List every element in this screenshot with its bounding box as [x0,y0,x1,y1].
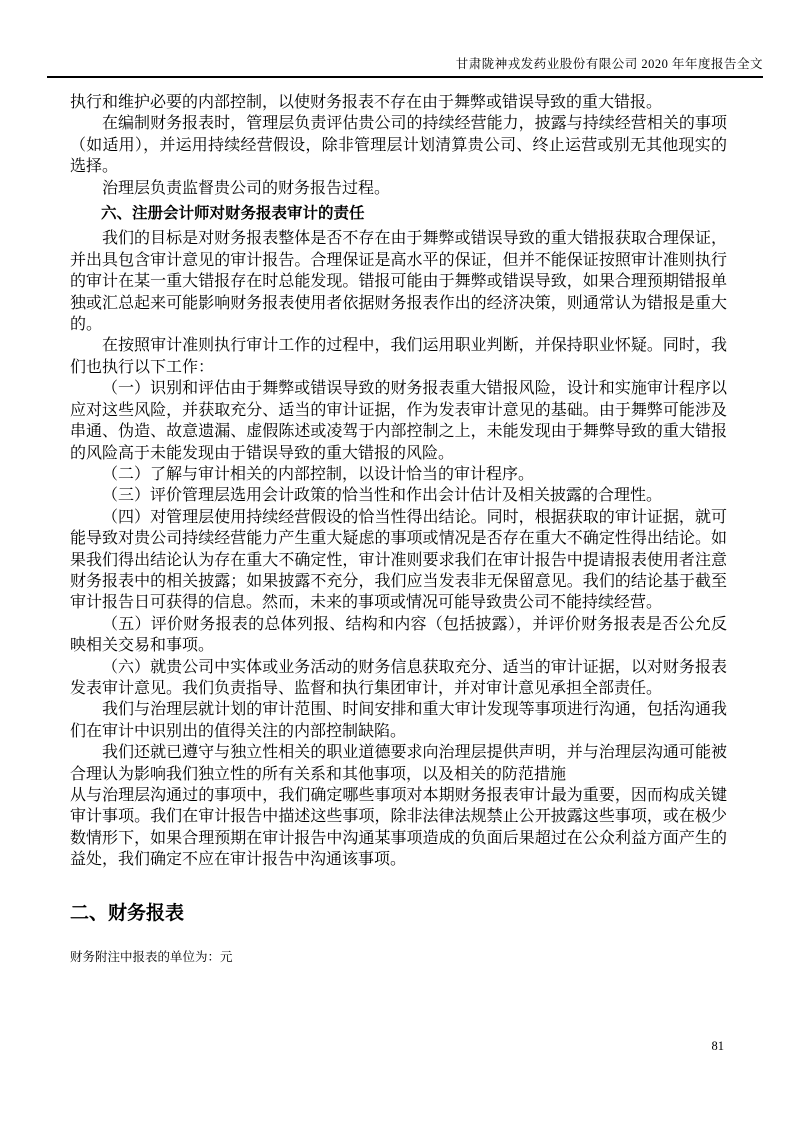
page-number: 81 [711,1039,724,1053]
paragraph: 我们的目标是对财务报表整体是否不存在由于舞弊或错误导致的重大错报获取合理保证，并出具包含审计意见的审计报告。合理保证是高水平的保证，但并不能保证按照审计准则执行的审计在某一重大错报存在时总能发现。错报可能由于舞弊或错误导致，如果合理预期错报单独或汇总起来可能影响财务报表使用者依据财务报表作出的经济决策，则通常认为错报是重大的。 [70,230,727,334]
page-header [47,54,763,78]
paragraph-item-1: （一）识别和评估由于舞弊或错误导致的财务报表重大错报风险，设计和实施审计程序以应对这些风险，并获取充分、适当的审计证据，作为发表审计意见的基础。由于舞弊可能涉及串通、伪造、故意遗漏、虚假陈述或凌驾于内部控制之上，未能发现由于舞弊导致的重大错报的风险高于未能发现由于错误导致的重大错报的风险。 [70,380,727,462]
paragraph: 治理层负责监督贵公司的财务报告过程。 [102,179,391,197]
paragraph-item-6: （六）就贵公司中实体或业务活动的财务信息获取充分、适当的审计证据，以对财务报表发表审计意见。我们负责指导、监督和执行集团审计，并对审计意见承担全部责任。 [70,658,727,697]
paragraph-item-4: （四）对管理层使用持续经营假设的恰当性得出结论。同时，根据获取的审计证据，就可能导致对贵公司持续经营能力产生重大疑虑的事项或情况是否存在重大不确定性得出结论。如果我们得出结论认为存在重大不确定性，审计准则要求我们在审计报告中提请报表使用者注意财务报表中的相关披露；如果披露不充分，我们应当发表非无保留意见。我们的结论基于截至审计报告日可获得的信息。然而，未来的事项或情况可能导致贵公司不能持续经营。 [70,508,727,612]
section-heading-auditor-responsibility: 六、注册会计师对财务报表审计的责任 [101,205,365,223]
paragraph: 我们与治理层就计划的审计范围、时间安排和重大审计发现等事项进行沟通，包括沟通我们在审计中识别出的值得关注的内部控制缺陷。 [70,701,727,740]
paragraph-item-2: （二）了解与审计相关的内部控制，以设计恰当的审计程序。 [102,465,535,483]
paragraph: 在编制财务报表时，管理层负责评估贵公司的持续经营能力，披露与持续经营相关的事项（如适用），并运用持续经营假设，除非管理层计划清算贵公司、终止运营或别无其他现实的选择。 [70,115,727,176]
unit-note: 财务附注中报表的单位为：元 [70,949,233,964]
report-header-title: 甘肃陇神戎发药业股份有限公司 2020 年年度报告全文 [455,57,763,71]
paragraph-item-5: （五）评价财务报表的总体列报、结构和内容（包括披露），并评价财务报表是否公允反映相关交易和事项。 [70,615,727,655]
chapter-heading-financial-statements: 二、财务报表 [70,902,185,924]
paragraph-item-3: （三）评价管理层选用会计政策的恰当性和作出会计估计及相关披露的合理性。 [102,487,663,505]
paragraph: 我们还就已遵守与独立性相关的职业道德要求向治理层提供声明，并与治理层沟通可能被合理认为影响我们独立性的所有关系和其他事项，以及相关的防范措施 [70,744,727,783]
paragraph-continuation: 执行和维护必要的内部控制，以使财务报表不存在由于舞弊或错误导致的重大错报。 [70,94,663,111]
paragraph: 从与治理层沟通过的事项中，我们确定哪些事项对本期财务报表审计最为重要，因而构成关键审计事项。我们在审计报告中描述这些事项，除非法律法规禁止公开披露这些事项，或在极少数情形下，如果合理预期在审计报告中沟通某事项造成的负面后果超过在公众利益方面产生的益处，我们确定不应在审计报告中沟通该事项。 [70,787,727,869]
paragraph: 在按照审计准则执行审计工作的过程中，我们运用职业判断，并保持职业怀疑。同时，我们也执行以下工作： [70,337,727,376]
document-body [70,92,727,966]
